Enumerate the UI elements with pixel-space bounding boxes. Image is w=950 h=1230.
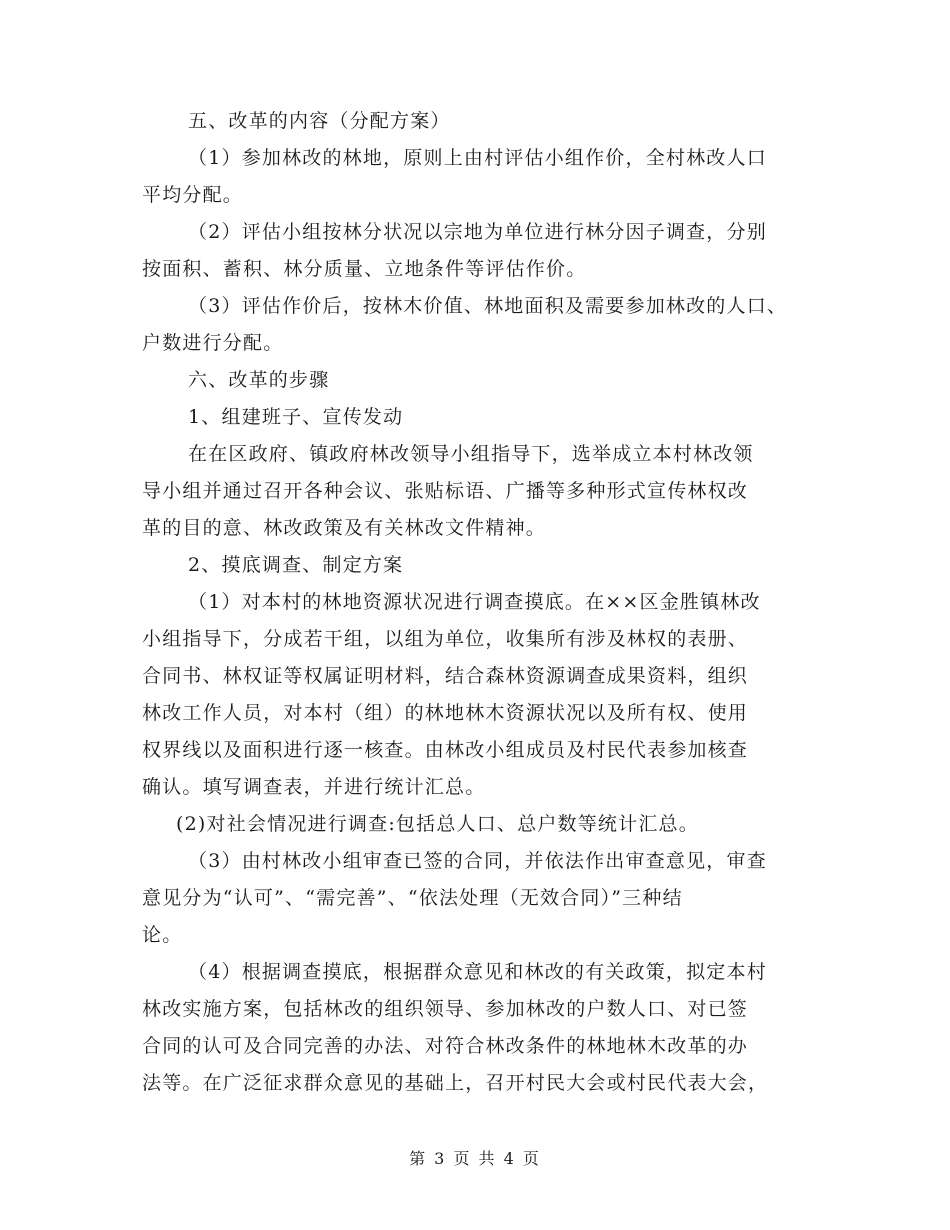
- paragraph-line: 合同书、林权证等权属证明材料，结合森林资源调查成果资料，组织: [142, 665, 749, 687]
- paragraph-line: 林改工作人员，对本村（组）的林地林木资源状况以及所有权、使用: [142, 702, 749, 724]
- paragraph-line: 法等。在广泛征求群众意见的基础上，召开村民大会或村民代表大会，: [142, 1072, 769, 1094]
- paragraph-line: 合同的认可及合同完善的办法、对符合林改条件的林地林木改革的办: [142, 1035, 749, 1057]
- paragraph-line: 林改实施方案，包括林改的组织领导、参加林改的户数人口、对已签: [142, 998, 749, 1020]
- section-heading: 六、改革的步骤: [188, 369, 330, 391]
- paragraph-line: 户数进行分配。: [142, 332, 284, 354]
- paragraph-line: （1）对本村的林地资源状况进行调查摸底。在××区金胜镇林改: [188, 591, 761, 613]
- paragraph-line: 意见分为“认可”、“需完善”、“依法处理（无效合同）”三种结: [142, 887, 683, 909]
- paragraph-line: （3）由村林改小组审查已签的合同，并依法作出审查意见，审查: [188, 850, 767, 872]
- page-number-footer: 第 3 页 共 4 页: [409, 1149, 541, 1168]
- paragraph-line: 平均分配。: [142, 184, 244, 206]
- subsection-heading: 2、摸底调查、制定方案: [188, 554, 404, 576]
- paragraph-line: （1）参加林改的林地，原则上由村评估小组作价，全村林改人口: [188, 147, 767, 169]
- paragraph-line: 确认。填写调查表，并进行统计汇总。: [142, 776, 486, 798]
- paragraph-line: (2)对社会情况进行调查:包括总人口、总户数等统计汇总。: [176, 813, 699, 835]
- paragraph-line: （2）评估小组按林分状况以宗地为单位进行林分因子调查，分别: [188, 221, 767, 243]
- section-heading: 五、改革的内容（分配方案）: [188, 110, 451, 132]
- paragraph-line: 导小组并通过召开各种会议、张贴标语、广播等多种形式宣传林权改: [142, 480, 749, 502]
- paragraph-line: 在在区政府、镇政府林改领导小组指导下，选举成立本村林改领: [188, 443, 754, 465]
- paragraph-line: 按面积、蓄积、林分质量、立地条件等评估作价。: [142, 258, 587, 280]
- paragraph-line: 论。: [142, 924, 183, 946]
- paragraph-line: （3）评估作价后，按林木价值、林地面积及需要参加林改的人口、: [188, 295, 788, 317]
- subsection-heading: 1、组建班子、宣传发动: [188, 406, 404, 428]
- paragraph-line: 权界线以及面积进行逐一核查。由林改小组成员及村民代表参加核查: [142, 739, 749, 761]
- paragraph-line: 革的目的意、林改政策及有关林改文件精神。: [142, 517, 547, 539]
- paragraph-line: 小组指导下，分成若干组，以组为单位，收集所有涉及林权的表册、: [142, 628, 749, 650]
- paragraph-line: （4）根据调查摸底，根据群众意见和林改的有关政策，拟定本村: [188, 961, 767, 983]
